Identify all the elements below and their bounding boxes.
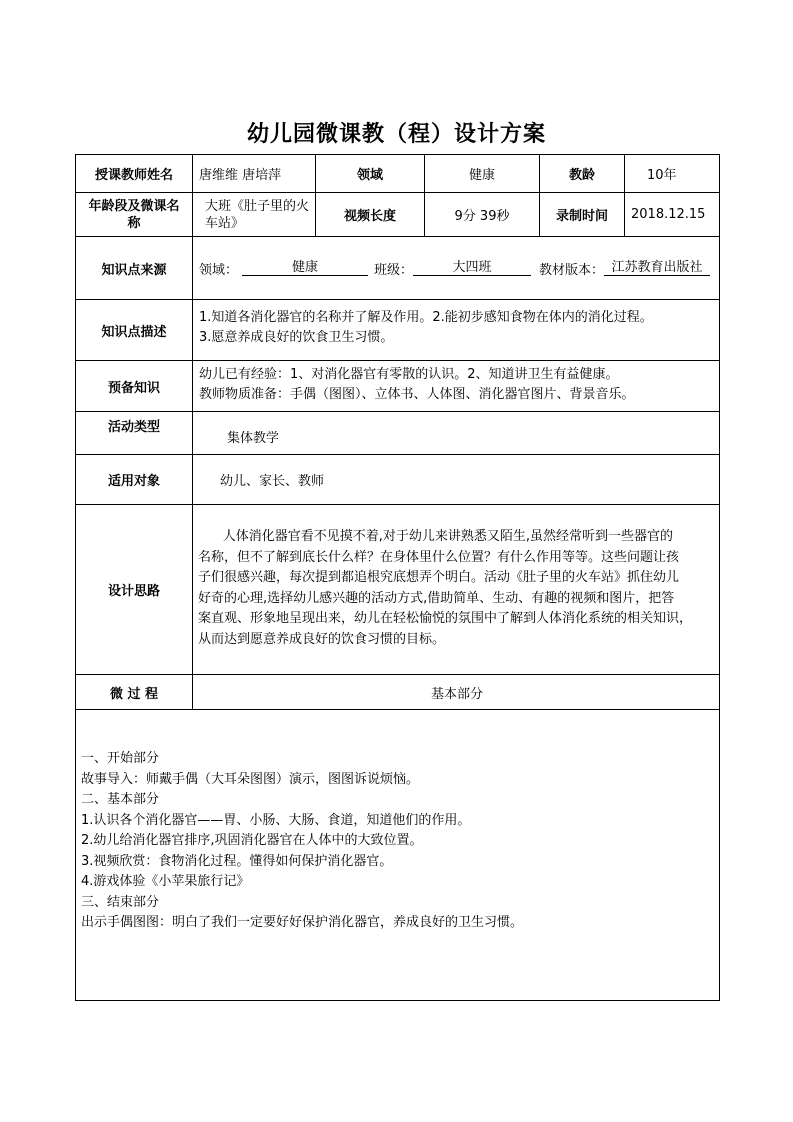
target-value: 幼儿、家长、教师	[220, 474, 325, 489]
source-edition-value: 江苏教育出版社	[604, 260, 710, 276]
row-prerequisite	[76, 361, 720, 412]
grade-label: 年龄段及微课名称	[76, 193, 193, 236]
process-line: 1.认识各个消化器官——胃、小肠、大肠、食道，知道他们的作用。	[81, 812, 471, 828]
source-edition-label: 教材版本：	[539, 262, 605, 278]
description-label: 知识点描述	[76, 300, 193, 360]
description-content	[193, 300, 720, 360]
age-label: 教龄	[540, 155, 625, 192]
record-time-value: 2018.12.15	[631, 207, 706, 222]
teacher-value: 唐维维 唐培萍	[193, 155, 316, 192]
document-title: 幼儿园微课教（程）设计方案	[246, 122, 546, 147]
source-field-value: 健康	[242, 260, 368, 276]
process-line: 三、结束部分	[81, 894, 160, 910]
activity-type-label: 活动类型	[76, 412, 193, 454]
micro-process-value: 基本部分	[430, 686, 483, 702]
process-line: 出示手偶图图：明白了我们一定要好好保护消化器官，养成良好的卫生习惯。	[81, 915, 524, 930]
design-line: 从而达到愿意养成良好的饮食习惯的目标。	[198, 631, 446, 647]
age-value: 10年	[647, 168, 677, 183]
design-text	[198, 527, 720, 650]
process-line: 一、开始部分	[81, 751, 160, 766]
teacher-label: 授课教师姓名	[76, 155, 193, 192]
row-micro-process	[76, 675, 720, 710]
domain-label: 领域	[316, 155, 425, 192]
row-target	[76, 455, 720, 505]
prerequisite-line-1: 幼儿已有经验：1、对消化器官有零散的认识。2、知道讲卫生有益健康。	[199, 367, 619, 382]
record-time-label: 录制时间	[540, 193, 625, 236]
process-line: 2.幼儿给消化器官排序,巩固消化器官在人体中的大致位置。	[81, 833, 423, 848]
row-teacher	[76, 155, 720, 193]
process-line: 4.游戏体验《小苹果旅行记》	[81, 874, 250, 889]
video-length-value: 9分 39秒	[425, 193, 540, 236]
activity-type-value: 集体教学	[227, 430, 280, 446]
source-class-value: 大四班	[413, 260, 531, 276]
description-line-2: 3.愿意养成良好的饮食卫生习惯。	[199, 330, 394, 345]
design-line: 好奇的心理,选择幼儿感兴趣的活动方式,借助简单、生动、有趣的视频和图片，把答	[198, 590, 675, 606]
process-line: 故事导入：师戴手偶（大耳朵图图）演示，图图诉说烦恼。	[81, 771, 420, 787]
source-field-label: 领域：	[199, 262, 239, 278]
design-label: 设计思路	[76, 505, 193, 674]
prerequisite-line-2: 教师物质准备：手偶（图图）、立体书、人体图、消化器官图片、背景音乐。	[199, 387, 635, 402]
row-description	[76, 300, 720, 361]
process-line: 3.视频欣赏：食物消化过程。懂得如何保护消化器官。	[81, 853, 393, 869]
source-label: 知识点来源	[76, 237, 193, 299]
target-label: 适用对象	[76, 455, 193, 504]
micro-process-label: 微 过 程	[76, 675, 193, 709]
source-content	[193, 237, 720, 299]
grade-value: 大班《肚子里的火车站》	[193, 193, 316, 236]
lesson-plan-table	[75, 154, 720, 1001]
row-source	[76, 237, 720, 300]
process-line: 二、基本部分	[81, 792, 160, 807]
prerequisite-content	[193, 361, 720, 411]
description-line-1: 1.知道各消化器官的名称并了解及作用。2.能初步感知食物在体内的消化过程。	[199, 310, 653, 325]
process-content	[81, 749, 720, 934]
row-grade	[76, 193, 720, 237]
row-activity-type	[76, 412, 720, 455]
prerequisite-label: 预备知识	[76, 361, 193, 411]
source-class-label: 班级：	[374, 262, 414, 278]
video-length-label: 视频长度	[316, 193, 425, 236]
design-line: 案直观、形象地呈现出来，幼儿在轻松愉悦的氛围中了解到人体消化系统的相关知识，	[198, 611, 693, 626]
domain-value: 健康	[425, 155, 540, 192]
design-line: 人体消化器官看不见摸不着,对于幼儿来讲熟悉又陌生,虽然经常听到一些器官的	[198, 529, 674, 544]
design-line: 名称，但不了解到底长什么样？在身体里什么位置？有什么作用等等。这些问题让孩	[198, 549, 680, 565]
design-line: 子们很感兴趣，每次提到都追根究底想弄个明白。活动《肚子里的火车站》抓住幼儿	[198, 570, 680, 585]
